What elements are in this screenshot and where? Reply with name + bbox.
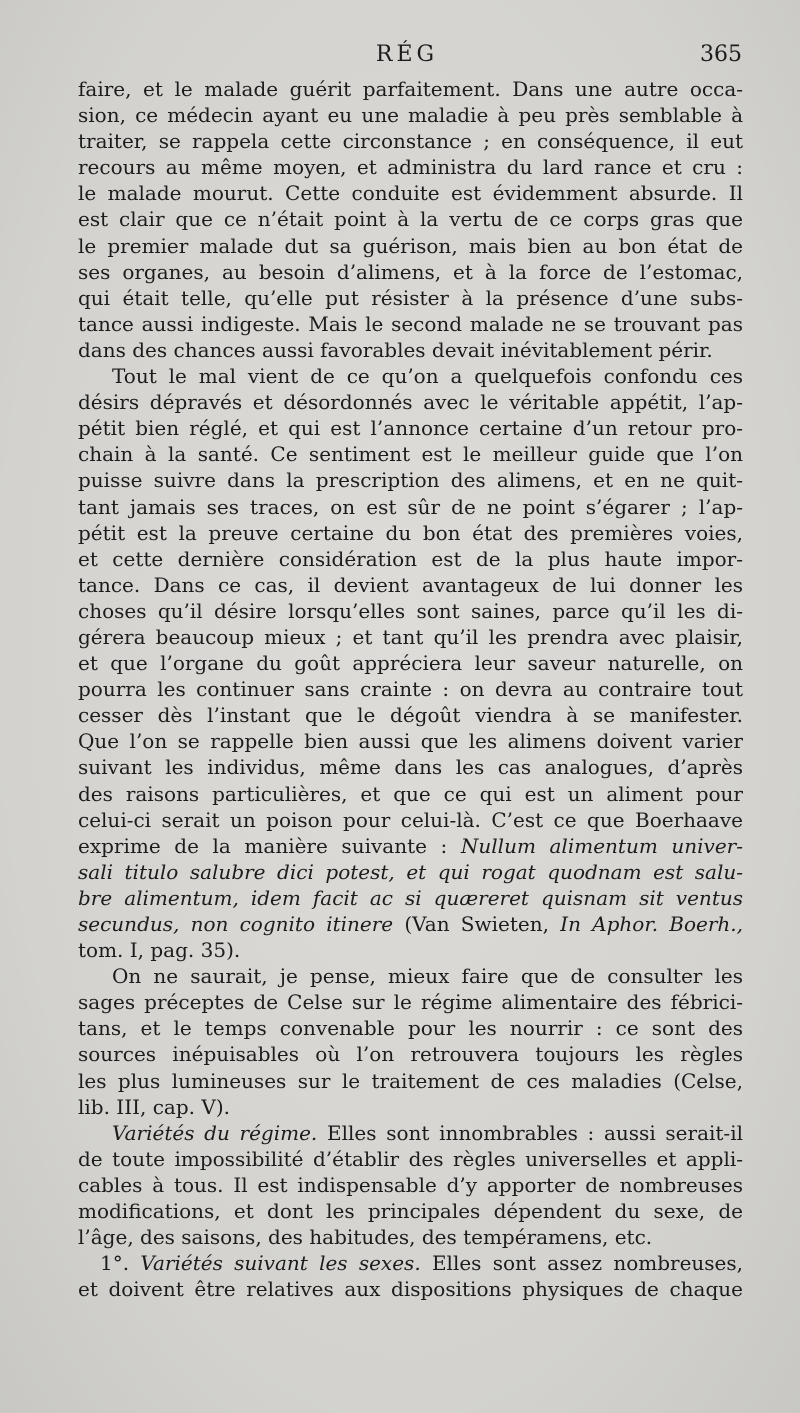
text-line: recours au même moyen, et administra du lard rance et cru : bbox=[78, 155, 743, 180]
latin-quotation-line bbox=[78, 885, 743, 911]
text-run: Elles sont innombrables : aussi serait-il bbox=[327, 1120, 743, 1145]
subsection-heading: Variétés suivant les sexes. bbox=[140, 1251, 421, 1276]
text-line: et cette dernière considération est de la plus haute impor- bbox=[78, 546, 743, 571]
text-line: de toute impossibilité d’établir des règles universelles et appli- bbox=[78, 1146, 743, 1171]
text-line: pétit est la preuve certaine du bon état des premières voies, bbox=[78, 520, 743, 545]
text-line: lib. III, cap. V). bbox=[78, 1094, 230, 1119]
text-line: chain à la santé. Ce sentiment est le meilleur guide que l’on bbox=[78, 442, 743, 467]
subsection-number: 1°. bbox=[100, 1251, 130, 1276]
text-line: l’âge, des saisons, des habitudes, des tempéramens, etc. bbox=[78, 1225, 653, 1250]
text-line: tance aussi indigeste. Mais le second malade ne se trouvant pas bbox=[78, 311, 743, 336]
section-heading: Variétés du régime. bbox=[112, 1120, 318, 1145]
body-text bbox=[78, 76, 743, 1302]
text-line: sources inépuisables où l’on retrouvera toujours les règles bbox=[78, 1042, 743, 1067]
text-run: exprime de la manière suivante : bbox=[78, 833, 448, 858]
text-run: Elles sont assez nombreuses, bbox=[431, 1251, 743, 1276]
text-line: les plus lumineuses sur le traitement de ces maladies (Celse, bbox=[78, 1068, 743, 1093]
text-line: suivant les individus, même dans les cas analogues, d’après bbox=[78, 755, 743, 780]
text-line: des raisons particulières, et que ce qui est un aliment pour bbox=[78, 781, 743, 806]
text-line: sion, ce médecin ayant eu une maladie à peu près semblable à bbox=[78, 103, 743, 128]
text-line: et doivent être relatives aux dispositions physiques de chaque bbox=[78, 1277, 743, 1302]
latin-quotation: secundus, non cognito itinere bbox=[78, 912, 394, 936]
text-line: tans, et le temps convenable pour les nourrir : ce sont des bbox=[78, 1016, 743, 1041]
text-line: celui-ci serait un poison pour celui-là. C’est ce que Boerhaave bbox=[78, 807, 743, 832]
text-line: puisse suivre dans la prescription des alimens, et en ne quit- bbox=[78, 468, 743, 493]
text-line: le premier malade dut sa guérison, mais bien au bon état de bbox=[78, 233, 743, 258]
text-line: traiter, se rappela cette circonstance ; en conséquence, il eut bbox=[78, 129, 743, 154]
paragraph-start-line: Tout le mal vient de ce qu’on a quelquefois confondu ces bbox=[112, 364, 743, 389]
text-line: tant jamais ses traces, on est sûr de ne point s’égarer ; l’ap- bbox=[78, 494, 743, 519]
text-line: faire, et le malade guérit parfaitement. Dans une autre occa- bbox=[78, 77, 743, 101]
mixed-line bbox=[78, 833, 743, 859]
citation-work: In Aphor. Boerh., bbox=[560, 912, 743, 936]
text-line: pétit bien réglé, et qui est l’annonce certaine d’un retour pro- bbox=[78, 416, 743, 441]
text-line: tom. I, pag. 35). bbox=[78, 938, 241, 963]
section-heading-line bbox=[78, 1120, 743, 1146]
citation-author: (Van Swieten, bbox=[404, 912, 549, 936]
latin-quotation: sali titulo salubre dici potest, et qui rogat quodnam est salu- bbox=[78, 859, 743, 884]
text-line: pourra les continuer sans crainte : on devra au contraire tout bbox=[78, 677, 743, 702]
text-line: qui était telle, qu’elle put résister à la présence d’une subs- bbox=[78, 285, 743, 310]
text-line: et que l’organe du goût appréciera leur saveur naturelle, on bbox=[78, 651, 743, 676]
text-line: choses qu’il désire lorsqu’elles sont saines, parce qu’il les di- bbox=[78, 598, 743, 623]
text-line: tance. Dans ce cas, il devient avantageux de lui donner les bbox=[78, 572, 743, 597]
latin-quotation: Nullum alimentum univer- bbox=[460, 833, 743, 858]
text-line: sages préceptes de Celse sur le régime alimentaire des fébrici- bbox=[78, 990, 743, 1015]
citation-line bbox=[78, 911, 743, 937]
text-line: ses organes, au besoin d’alimens, et à la force de l’estomac, bbox=[78, 259, 743, 284]
latin-quotation-line bbox=[78, 859, 743, 885]
text-line: modifications, et dont les principales dépendent du sexe, de bbox=[78, 1199, 743, 1224]
latin-quotation: bre alimentum, idem facit ac si quæreret quisnam sit ventus bbox=[78, 885, 743, 910]
subsection-heading-line bbox=[78, 1250, 743, 1276]
running-title: RÉG bbox=[375, 42, 439, 67]
page-number: 365 bbox=[700, 42, 742, 67]
text-line: est clair que ce n’était point à la vertu de ce corps gras que bbox=[78, 207, 743, 232]
running-head bbox=[72, 42, 742, 74]
paragraph-start-line: On ne saurait, je pense, mieux faire que de consulter les bbox=[112, 964, 743, 989]
text-line: désirs dépravés et désordonnés avec le véritable appétit, l’ap- bbox=[78, 390, 743, 415]
text-line: dans des chances aussi favorables devait inévitablement périr. bbox=[78, 337, 713, 362]
text-line: cesser dès l’instant que le dégoût viendra à se manifester. bbox=[78, 703, 743, 728]
text-line: Que l’on se rappelle bien aussi que les alimens doivent varier bbox=[78, 729, 743, 754]
text-line: gérera beaucoup mieux ; et tant qu’il les prendra avec plaisir, bbox=[78, 624, 743, 649]
text-line: le malade mourut. Cette conduite est évidemment absurde. Il bbox=[78, 181, 743, 206]
text-line: cables à tous. Il est indispensable d’y apporter de nombreuses bbox=[78, 1172, 743, 1197]
